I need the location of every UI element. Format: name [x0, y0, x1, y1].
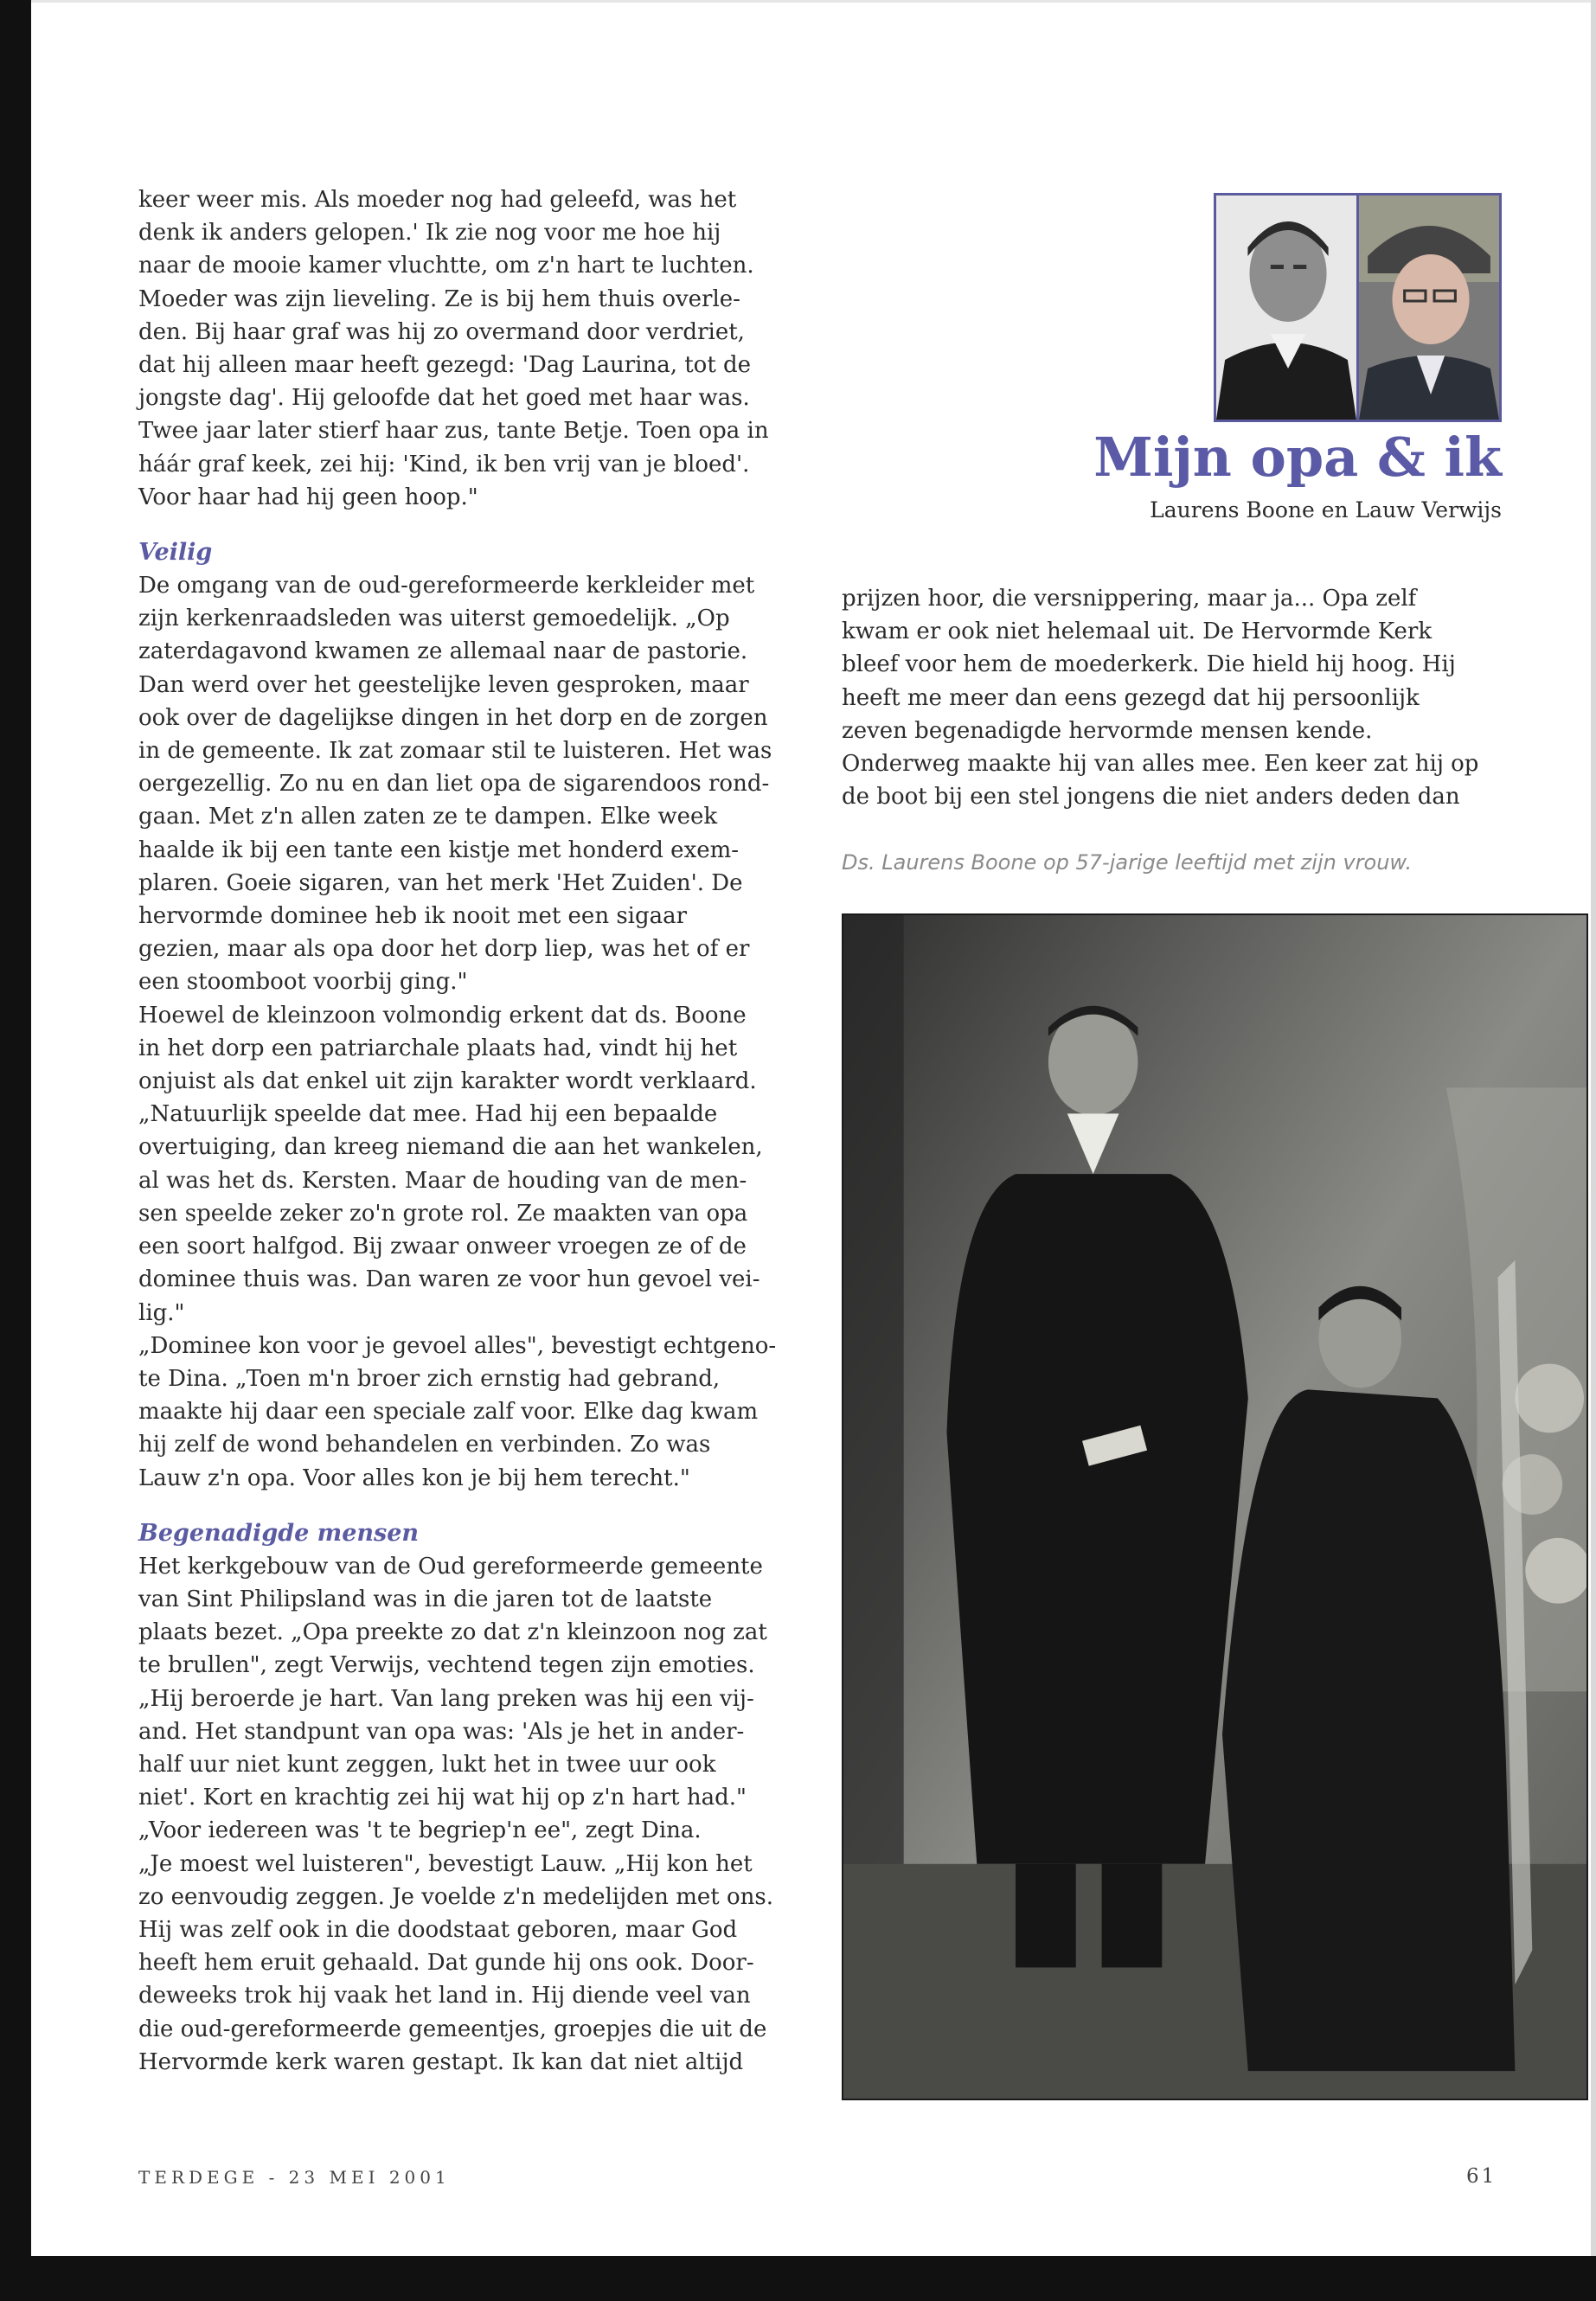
section-heading-veilig: Veilig	[138, 539, 213, 567]
portrait-lauw-verwijs	[1359, 195, 1499, 420]
text-line: onjuist als dat enkel uit zijn karakter wordt verklaard.	[138, 1068, 757, 1095]
text-line: dominee thuis was. Dan waren ze voor hun gevoel vei-	[138, 1266, 760, 1293]
page-title: Mijn opa & ik	[1093, 426, 1502, 489]
text-line: „Hij beroerde je hart. Van lang preken was hij een vij-	[138, 1685, 754, 1712]
text-line: Twee jaar later stierf haar zus, tante Betje. Toen opa in	[138, 418, 769, 445]
text-line: plaats bezet. „Opa preekte zo dat z'n kleinzoon nog zat	[138, 1619, 767, 1646]
text-line: van Sint Philipsland was in die jaren tot de laatste	[138, 1586, 713, 1612]
section-begenadigde-body	[138, 1550, 796, 2079]
text-line: dat hij alleen maar heeft gezegd: 'Dag Laurina, tot de	[138, 352, 752, 379]
scan-edge-bottom	[0, 2256, 1596, 2301]
text-line: plaren. Goeie sigaren, van het merk 'Het Zuiden'. De	[138, 869, 743, 896]
text-line: gaan. Met z'n allen zaten ze te dampen. Elke week	[138, 804, 718, 830]
text-line: heeft me meer dan eens gezegd dat hij persoonlijk	[842, 684, 1420, 711]
text-line: half uur niet kunt zeggen, lukt het in twee uur ook	[138, 1751, 716, 1778]
text-line: Voor haar had hij geen hoop."	[138, 484, 478, 510]
text-line: prijzen hoor, die versnippering, maar ja... Opa zelf	[842, 586, 1417, 612]
text-line: Het kerkgebouw van de Oud gereformeerde gemeente	[138, 1553, 763, 1580]
publication-footer: TERDEGE - 23 MEI 2001	[138, 2167, 451, 2188]
text-line: kwam er ook niet helemaal uit. De Hervormde Kerk	[842, 619, 1433, 645]
text-line: haalde ik bij een tante een kistje met honderd exem-	[138, 836, 740, 863]
scan-edge-left	[0, 0, 31, 2301]
text-line: De omgang van de oud-gereformeerde kerkleider met	[138, 573, 755, 599]
text-line: Hij was zelf ook in die doodstaat geboren, maar God	[138, 1916, 738, 1943]
page-number: 61	[1466, 2165, 1497, 2188]
text-line: niet'. Kort en krachtig zei hij wat hij op z'n hart had."	[138, 1785, 747, 1811]
text-line: de boot bij een stel jongens die niet anders deden dan	[842, 784, 1460, 811]
text-line: oergezellig. Zo nu en dan liet opa de sigarendoos rond-	[138, 771, 770, 798]
text-line: háár graf keek, zei hij: 'Kind, ik ben vrij van je bloed'.	[138, 451, 750, 478]
section-heading-begenadigde-mensen: Begenadigde mensen	[138, 1519, 420, 1547]
text-line: zo eenvoudig zeggen. Je voelde z'n medelijden met ons.	[138, 1883, 773, 1910]
text-line: zeven begenadigde hervormde mensen kende.	[842, 717, 1373, 744]
text-line: „Voor iedereen was 't te begriep'n ee", zegt Dina.	[138, 1817, 702, 1844]
text-line: „Je moest wel luisteren", bevestigt Lauw. „Hij kon het	[138, 1850, 753, 1877]
text-line: gezien, maar als opa door het dorp liep, was het of er	[138, 936, 750, 963]
text-line: een soort halfgod. Bij zwaar onweer vroegen ze of de	[138, 1234, 747, 1260]
text-line: keer weer mis. Als moeder nog had geleefd, was het	[138, 187, 737, 213]
text-line: lig."	[138, 1299, 185, 1326]
text-line: maakte hij daar een speciale zalf voor. Elke dag kwam	[138, 1399, 759, 1426]
text-line: sen speelde zeker zo'n grote rol. Ze maakten van opa	[138, 1200, 748, 1227]
couple-photo-icon	[843, 915, 1586, 2099]
text-line: den. Bij haar graf was hij zo overmand door verdriet,	[138, 318, 745, 345]
text-line: Hoewel de kleinzoon volmondig erkent dat ds. Boone	[138, 1002, 747, 1029]
right-column	[842, 582, 1534, 813]
text-line: in het dorp een patriarchale plaats had, vindt hij het	[138, 1035, 738, 1061]
text-line: deweeks trok hij vaak het land in. Hij diende veel van	[138, 1983, 751, 2009]
right-column-body	[842, 582, 1534, 813]
text-line: te Dina. „Toen m'n broer zich ernstig had gebrand,	[138, 1365, 721, 1392]
section-veilig-body	[138, 569, 796, 1495]
text-line: heeft hem eruit gehaald. Dat gunde hij ons ook. Door-	[138, 1950, 754, 1977]
text-line: een stoomboot voorbij ging."	[138, 969, 468, 996]
text-line: te brullen", zegt Verwijs, vechtend tegen zijn emoties.	[138, 1652, 755, 1679]
text-line: and. Het standpunt van opa was: 'Als je het in ander-	[138, 1718, 745, 1745]
text-line: denk ik anders gelopen.' Ik zie nog voor me hoe hij	[138, 220, 721, 247]
portrait-modern-photo-icon	[1359, 195, 1499, 420]
intro-paragraph	[138, 183, 796, 514]
historic-photo	[842, 913, 1588, 2100]
text-line: Hervormde kerk waren gestapt. Ik kan dat niet altijd	[138, 2048, 744, 2075]
text-line: ook over de dagelijkse dingen in het dorp en de zorgen	[138, 704, 768, 731]
text-line: „Natuurlijk speelde dat mee. Had hij een bepaalde	[138, 1101, 718, 1128]
text-line: hervormde dominee heb ik nooit met een sigaar	[138, 903, 688, 930]
text-line: in de gemeente. Ik zat zomaar stil te luisteren. Het was	[138, 738, 772, 765]
scan-edge-top	[31, 0, 1596, 3]
text-line: bleef voor hem de moederkerk. Die hield hij hoog. Hij	[842, 651, 1456, 678]
text-line: Onderweg maakte hij van alles mee. Een keer zat hij op	[842, 751, 1479, 778]
scan-edge-right	[1591, 0, 1596, 2256]
text-line: Lauw z'n opa. Voor alles kon je bij hem terecht."	[138, 1465, 690, 1491]
text-line: Moeder was zijn lieveling. Ze is bij hem thuis overle-	[138, 285, 740, 312]
portrait-old-photo-icon	[1216, 195, 1356, 420]
photo-caption: Ds. Laurens Boone op 57-jarige leeftijd met zijn vrouw.	[842, 850, 1413, 875]
text-line: zijn kerkenraadsleden was uiterst gemoedelijk. „Op	[138, 606, 730, 632]
text-line: die oud-gereformeerde gemeentjes, groepjes die uit de	[138, 2016, 767, 2042]
text-line: zaterdagavond kwamen ze allemaal naar de pastorie.	[138, 638, 748, 665]
text-line: Dan werd over het geestelijke leven gesproken, maar	[138, 671, 749, 698]
text-line: „Dominee kon voor je gevoel alles", bevestigt echtgeno-	[138, 1332, 777, 1359]
text-line: jongste dag'. Hij geloofde dat het goed met haar was.	[138, 385, 750, 412]
page-subtitle: Laurens Boone en Lauw Verwijs	[1150, 497, 1502, 522]
text-line: al was het ds. Kersten. Maar de houding van de men-	[138, 1167, 747, 1194]
text-line: overtuiging, dan kreeg niemand die aan het wankelen,	[138, 1134, 763, 1161]
portrait-laurens-boone	[1216, 195, 1356, 420]
text-line: naar de mooie kamer vluchtte, om z'n hart te luchten.	[138, 253, 754, 279]
header-portraits	[1214, 193, 1502, 422]
text-line: hij zelf de wond behandelen en verbinden. Zo was	[138, 1432, 711, 1458]
left-column	[138, 183, 796, 2079]
